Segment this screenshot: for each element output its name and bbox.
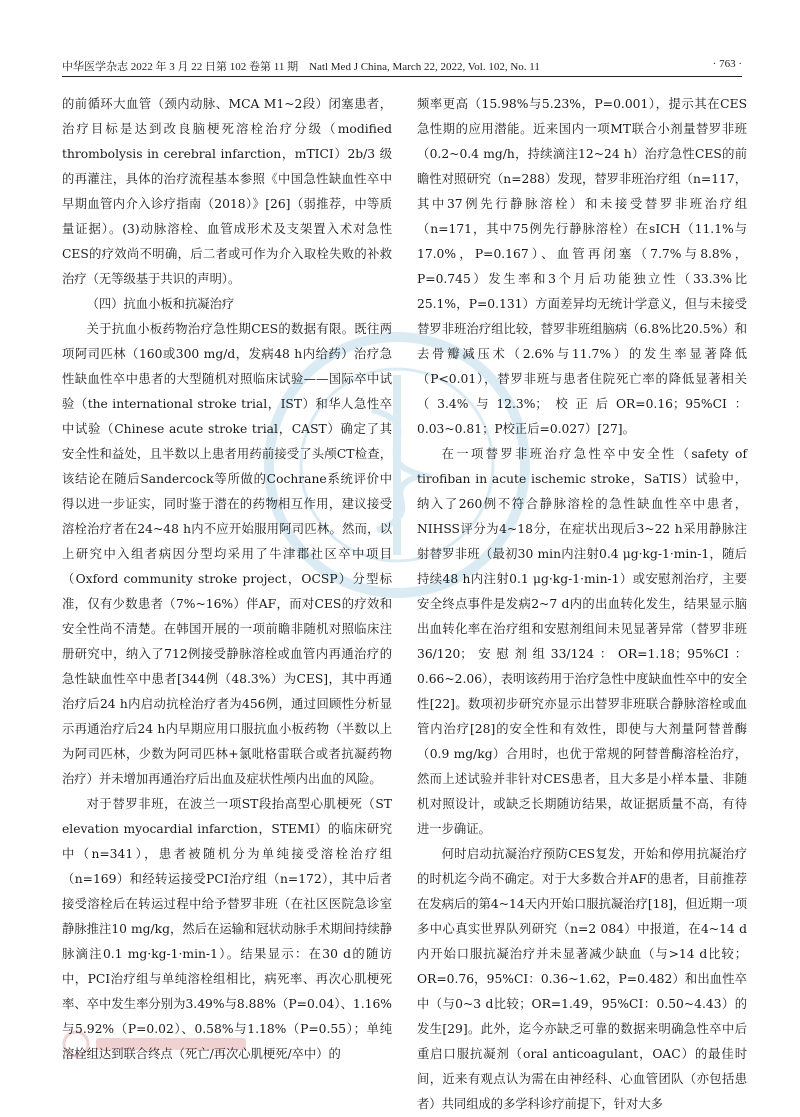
section-heading: （四）抗血小板和抗凝治疗 — [86, 297, 235, 311]
paragraph: 在一项替罗非班治疗急性卒中安全性（safety of tirofiban in acute ischemic stroke，SaTIS）试验中，纳入了260例不符合静脉溶栓的急性缺血性卒中患者，NIHSS评分为4~18分，在症状出现后3~22 h采用静脉注射替罗非班（最初30 min内注射0.4 μg·kg-1·min-1，随后持续48 h内注射0.1 μg·kg-1·min-1）或安慰剂治疗，主要安全终点事件是发病2~7 d内的出血转化发生，结果显示脑出血转化率在治疗组和安慰剂组间未见显著异常（替罗非班36/120；安慰剂组33/124：OR=1.18；95%CI：0.66~2.06），表明该药用于治疗急性中度缺血性卒中的安全性[22]。数项初步研究亦显示出替罗非班联合静脉溶栓或血管内治疗[28]的安全性和有效性，即使与大剂量阿替普酶（0.9 mg/kg）合用时，也优于常规的阿替普酶溶栓治疗，然而上述试验并非针对CES患者，且大多是小样本量、非随机对照设计，或缺乏长期随访结果，故证据质量不高，有待进一步确证。 — [417, 447, 747, 836]
paragraph: 频率更高（15.98%与5.23%，P=0.001），提示其在CES急性期的应用潜能。近来国内一项MT联合小剂量替罗非班（0.2~0.4 mg/h，持续滴注12~24 h）治疗急性CES的前瞻性对照研究（n=288）发现，替罗非班治疗组（n=117，其中37例先行静脉溶栓）和未接受替罗非班治疗组（n=171，其中75例先行静脉溶栓）在sICH（11.1%与17.0%，P=0.167）、血管再闭塞（7.7%与8.8%，P=0.745）发生率和3个月后功能独立性（33.3%比25.1%，P=0.131）方面差异均无统计学意义，但与未接受替罗非班治疗组比较，替罗非班组脑病（6.8%比20.5%）和去骨瓣减压术（2.6%与11.7%）的发生率显著降低（P<0.01），替罗非班与患者住院死亡率的降低显著相关（3.4%与12.3%；校正后OR=0.16；95%CI：0.03~0.81；P校正后=0.027）[27]。 — [417, 97, 747, 436]
left-column — [62, 92, 392, 1067]
paragraph: 的前循环大血管（颈内动脉、MCA M1~2段）闭塞患者，治疗目标是达到改良脑梗死溶栓治疗分级（modified thrombolysis in cerebral infarction，mTICI）2b/3 级的再灌注，具体的治疗流程基本参照《中国急性缺血性卒中早期血管内介入诊疗指南（2018）》[26]（弱推荐，中等质量证据）。(3)动脉溶栓、血管成形术及支架置入术对急性CES的疗效尚不明确，后二者或可作为介入取栓失败的补救治疗（无等级基于共识的声明）。 — [62, 97, 392, 286]
page-number: · 763 · — [712, 58, 742, 70]
paragraph: 何时启动抗凝治疗预防CES复发，开始和停用抗凝治疗的时机迄今尚不确定。对于大多数合并AF的患者，目前推荐在发病后的第4~14天内开始口服抗凝治疗[18]，但近期一项多中心真实世界队列研究（n=2 084）中报道，在4~14 d内开始口服抗凝治疗并未显著减少缺血（与>14 d比较；OR=0.76，95%CI：0.36~1.62，P=0.482）和出血性卒中（与0~3 d比较；OR=1.49，95%CI：0.50~4.43）的发生[29]。此外，迄今亦缺乏可靠的数据来明确急性卒中后重启口服抗凝剂（oral anticoagulant，OAC）的最佳时间，近来有观点认为需在由神经科、心血管团队（亦包括患者）共同组成的多学科诊疗前提下，针对大多 — [417, 847, 747, 1111]
paragraph: 对于替罗非班，在波兰一项ST段抬高型心肌梗死（ST elevation myocardial infarction，STEMI）的临床研究中（n=341），患者被随机分为单纯接受溶栓治疗组（n=169）和经转运接受PCI治疗组（n=172），其中后者接受溶栓后在转运过程中给予替罗非班（在社区医院急诊室静脉推注10 mg/kg，然后在运输和冠状动脉手术期间持续静脉滴注0.1 mg·kg-1·min-1）。结果显示：在30 d的随访中，PCI治疗组与单纯溶栓组相比，病死率、再次心肌梗死率、卒中发生率分别为3.49%与8.88%（P=0.04）、1.16%与5.92%（P=0.02）、0.58%与1.18%（P=0.55）；单纯溶栓组达到联合终点（死亡/再次心肌梗死/卒中）的 — [62, 797, 392, 1061]
running-header — [62, 54, 742, 77]
journal-citation: 中华医学杂志 2022 年 3 月 22 日第 102 卷第 11 期 Natl Med J China, March 22, 2022, Vol. 102, No. 11 — [62, 61, 540, 73]
paragraph: 关于抗血小板药物治疗急性期CES的数据有限。既往两项阿司匹林（160或300 mg/d，发病48 h内给药）治疗急性缺血性卒中患者的大型随机对照临床试验——国际卒中试验（the international stroke trial，IST）和华人急性卒中试验（Chinese acute stroke trial，CAST）确定了其安全性和益处，且半数以上患者用药前接受了头颅CT检查，该结论在随后Sandercock等所做的Cochrane系统评价中得以进一步证实，同时鉴于潜在的药物相互作用，建议接受溶栓治疗者在24~48 h内不应开始服用阿司匹林。然而，以上研究中入组者病因分型均采用了牛津郡社区卒中项目（Oxford community stroke project，OCSP）分型标准，仅有少数患者（7%~16%）伴AF，而对CES的疗效和安全性尚不清楚。在韩国开展的一项前瞻非随机对照临床注册研究中，纳入了712例接受静脉溶栓或血管内再通治疗的急性缺血性卒中患者[344例（48.3%）为CES]，其中再通治疗后24 h内启动抗栓治疗者为456例，通过回顾性分析显示再通治疗后24 h内早期应用口服抗血小板药物（半数以上为阿司匹林，少数为阿司匹林+氯吡格雷联合或者抗凝药物治疗）并未增加再通治疗后出血及症状性颅内出血的风险。 — [62, 322, 392, 786]
right-column — [417, 92, 747, 1117]
